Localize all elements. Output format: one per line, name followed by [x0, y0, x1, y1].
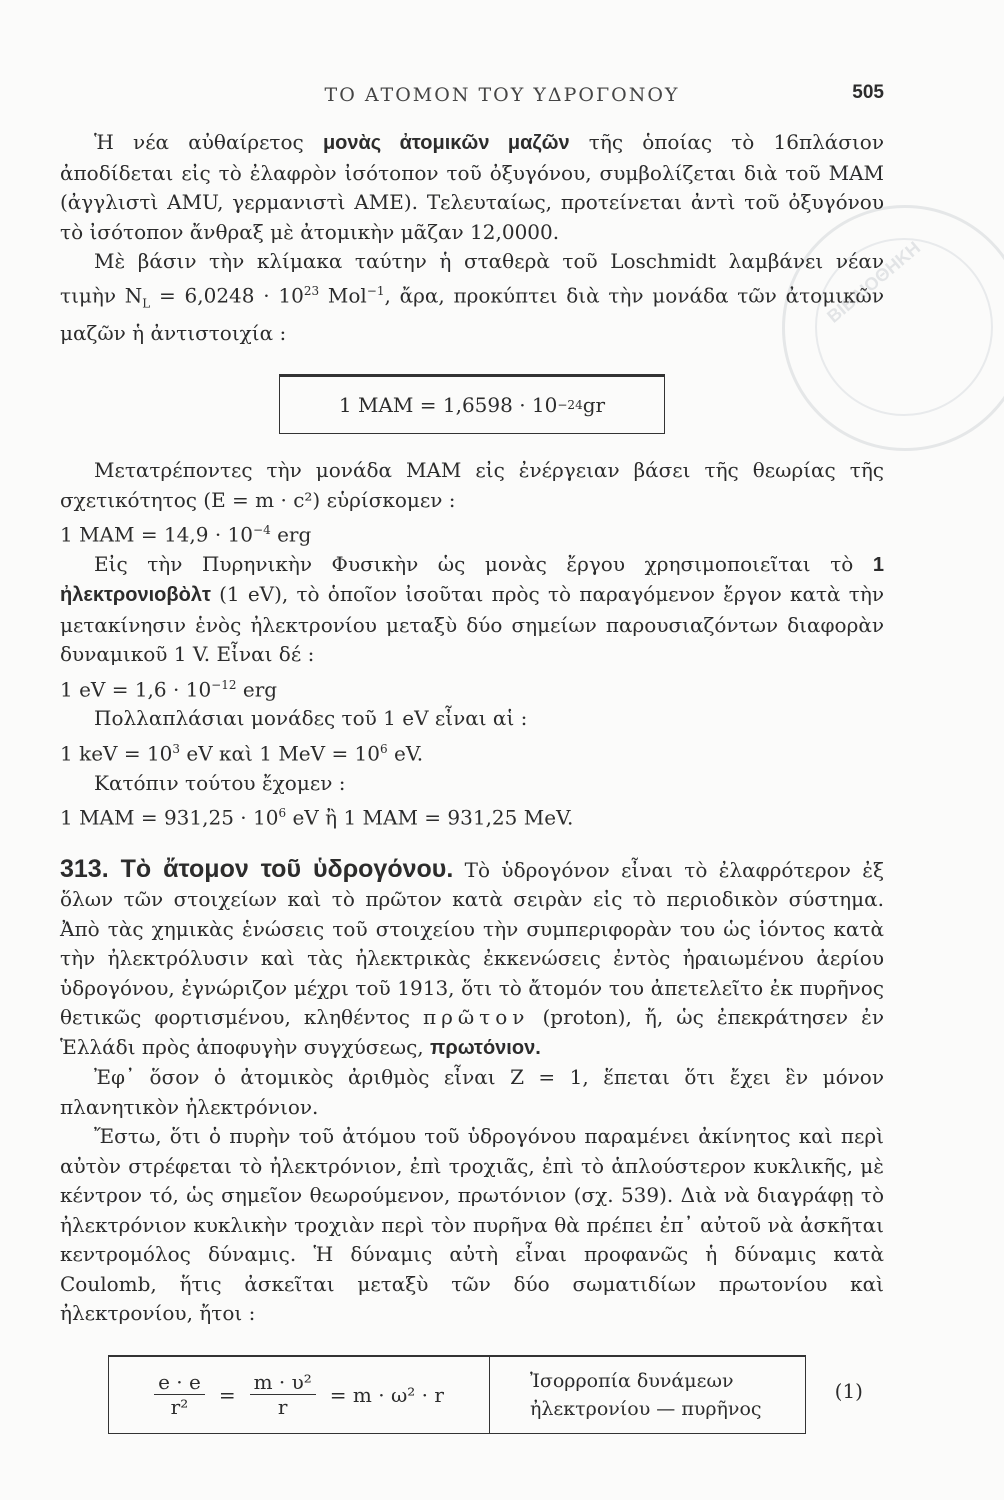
force-equation: $\frac{e \cdot e}{\text{r²}}$ = $\frac{\text{m · υ²}}{r}$ = m · ω² · r	[109, 1357, 490, 1433]
equation-mam-erg: 1 $MAM = 14,9 \cdot 10^{-4}$ erg	[60, 522, 312, 547]
equation-mam-mev: 1 $MAM = 931,25 \cdot 10^6$ eV ἢ 1 ΜΑΜ = 931,25 MeV.	[60, 805, 574, 830]
paragraph-electronvolt: Εἰς τὴν Πυρηνικὴν Φυσικὴν ὡς μονὰς ἔργου χρησιμοποιεῖται τὸ 1 ἠλεκτρονιοβὸλτ (1 eV), τὸ ὁποῖον ἰσοῦται πρὸς τὸ παραγόμενον ἔργον κατὰ τὴν μετακίνησιν ἑνὸς ἠλεκτρονίου μεταξὺ δύο σημείων παρουσιαζόντων διαφορὰν δυναμικοῦ 1 V. Εἶναι δέ :	[60, 551, 884, 667]
paragraph-relativity: Μετατρέποντες τὴν μονάδα ΜΑΜ εἰς ἐνέργειαν βάσει τῆς θεωρίας τῆς σχετικότητος (E = m · c²) εὑρίσκομεν :	[60, 458, 884, 512]
paragraph-consequently: Κατόπιν τούτου ἔχομεν :	[94, 770, 346, 795]
paragraph-loschmidt: Μὲ βάσιν τὴν κλίμακα ταύτην ἡ σταθερὰ τοῦ Loschmidt λαμβάνει νέαν τιμὴν $N_L = 6,0248 \cdot 10^{23}$ Mol$^{-1}$, ἄρα, προκύπτει διὰ τὴν μονάδα τῶν ἀτομικῶν μαζῶν ἡ ἀντιστοιχία :	[60, 249, 884, 345]
paragraph-atomic-number: Ἐφ᾿ ὅσον ὁ ἀτομικὸς ἀριθμὸς εἶναι Z = 1, ἕπεται ὅτι ἔχει ἓν μόνον πλανητικὸν ἠλεκτρόνιον.	[60, 1065, 884, 1119]
equation-kev-mev: 1 keV = $10^3$ eV καὶ 1 MeV = $10^6$ eV.	[60, 741, 424, 766]
section-heading: 313. Τὸ ἄτομον τοῦ ὑδρογόνου.	[60, 854, 454, 883]
equation-ev-erg: 1 eV = $1,6 \cdot 10^{-12}$ erg	[60, 677, 278, 702]
page-number: 505	[852, 82, 884, 103]
formula-description: Ἰσορροπία δυνάμεων ἠλεκτρονίου — πυρῆνος	[530, 1369, 762, 1420]
boxed-equation-mam: 1 ΜΑΜ = 1,6598 · 10 −24 gr	[279, 374, 665, 434]
paragraph-multiples: Πολλαπλάσιαι μονάδες τοῦ 1 eV εἶναι αἱ :	[94, 706, 528, 731]
library-stamp: ΒΙΒΛΙΟΘΗΚΗ	[782, 205, 1004, 451]
paragraph-amu: Ἡ νέα αὐθαίρετος μονὰς ἀτομικῶν μαζῶν τῆς ὁποίας τὸ 16πλάσιον ἀποδίδεται εἰς τὸ ἐλαφρὸν ἰσότοπον τοῦ ὀξυγόνου, συμβολίζεται διὰ τοῦ ΜΑΜ (ἀγγλιστὶ AMU, γερμανιστὶ AME). Τελευταίως, προτείνεται ἀντὶ τοῦ ὀξυγόνου τὸ ἰσότοπον ἄνθραξ μὲ ἀτομικὴν μᾶζαν 12,0000.	[60, 130, 884, 244]
formula-box-equilibrium	[108, 1355, 863, 1434]
paragraph-coulomb: Ἔστω, ὅτι ὁ πυρὴν τοῦ ἀτόμου τοῦ ὑδρογόνου παραμένει ἀκίνητος καὶ περὶ αὐτὸν στρέφεται τὸ ἠλεκτρόνιον, ἐπὶ τροχιᾶς, ἐπὶ τὸ ἁπλούστερον κυκλικῆς, μὲ κέντρον τό, ὡς σημεῖον θεωρούμενον, πρωτόνιον (σχ. 539). Διὰ νὰ διαγράφῃ τὸ ἠλεκτρόνιον κυκλικὴν τροχιὰν περὶ τὸν πυρῆνα θὰ πρέπει ἐπ᾿ αὐτοῦ νὰ ἀσκῆται κεντρομόλος δύναμις. Ἡ δύναμις αὐτὴ εἶναι προφανῶς ἡ δύναμις κατὰ Coulomb, ἥτις ἀσκεῖται μεταξὺ τῶν δύο σωματιδίων πρωτονίου καὶ ἠλεκτρονίου, ἤτοι :	[60, 1124, 884, 1326]
section-313: 313. Τὸ ἄτομον τοῦ ὑδρογόνου. Τὸ ὑδρογόνον εἶναι τὸ ἐλαφρότερον ἐξ ὅλων τῶν στοιχείων καὶ τὸ πρῶτον κατὰ σειρὰν εἰς τὸ περιοδικὸν σύστημα. Ἀπὸ τὰς χημικὰς ἑνώσεις τοῦ στοιχείου τὴν συμπεριφορὰν του ὡς ἰόντος κατὰ τὴν ἠλεκτρόλυσιν καὶ τὰς ἠλεκτρικὰς ἐκκενώσεις ἐντὸς ἠραιωμένου ἀερίου ὑδρογόνου, ἐγνώριζον μέχρι τοῦ 1913, ὅτι τὸ ἄτομόν του ἀπετελεῖτο ἐκ πυρῆνος θετικῶς φορτισμένου, κληθέντος πρῶτον (proton), ἤ, ὡς ἐπεκράτησεν ἐν Ἑλλάδι πρὸς ἀποφυγὴν συγχύσεως, πρωτόνιον.	[60, 854, 884, 1059]
coulomb-fraction: $\frac{e \cdot e}{\text{r²}}$	[154, 1370, 205, 1419]
equation-number: (1)	[834, 1378, 863, 1403]
running-header: ΤΟ ΑΤΟΜΟΝ ΤΟΥ ΥΔΡΟΓΟΝΟΥ	[324, 84, 680, 106]
centripetal-fraction: $\frac{\text{m · υ²}}{r}$	[250, 1370, 316, 1419]
page-body	[60, 128, 884, 1434]
